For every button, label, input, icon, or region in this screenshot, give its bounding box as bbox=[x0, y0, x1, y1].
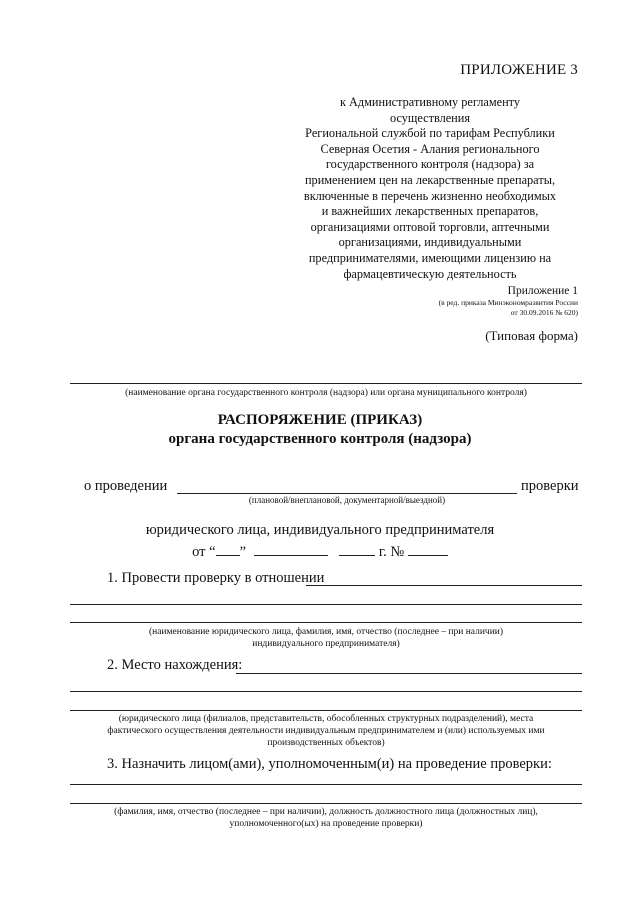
regulation-line: к Административному регламенту bbox=[339, 95, 521, 109]
year-field[interactable] bbox=[339, 541, 375, 556]
regulation-line: включенные в перечень жизненно необходимых bbox=[303, 188, 557, 203]
date-quote: ” bbox=[239, 544, 246, 560]
caption-line: фактического осуществления деятельности индивидуальным предпринимателем и (или) используемых ими bbox=[107, 726, 545, 736]
annex-note: от 30.09.2016 № 620) bbox=[510, 308, 578, 317]
item-1-field-line-3[interactable] bbox=[70, 622, 582, 623]
caption-line: производственных объектов) bbox=[267, 738, 385, 748]
item-2-field-line-2[interactable] bbox=[70, 691, 582, 692]
title-line-2: органа государственного контроля (надзора) bbox=[168, 431, 472, 447]
caption-line: (юридического лица (филиалов, представительств, обособленных структурных подразделений), места bbox=[118, 714, 534, 724]
regulation-line: предпринимателями, имеющими лицензию на bbox=[308, 250, 552, 265]
entity-line: юридического лица, индивидуального предпринимателя bbox=[145, 522, 495, 538]
item-3-label: 3. Назначить лицом(ами), уполномоченным(и) на проведение проверки: bbox=[107, 756, 552, 772]
day-field[interactable] bbox=[216, 541, 240, 556]
authority-name-line[interactable] bbox=[70, 383, 582, 384]
order-number-field[interactable] bbox=[408, 541, 448, 556]
item-2-field[interactable] bbox=[236, 673, 582, 674]
caption-line: (фамилия, имя, отчество (последнее – при наличии), должность должностного лица (должностных лиц), bbox=[114, 807, 538, 817]
conduct-suffix: проверки bbox=[521, 478, 579, 494]
item-1-caption bbox=[70, 626, 582, 650]
authority-caption: (наименование органа государственного контроля (надзора) или органа муниципального контроля) bbox=[125, 388, 527, 398]
regulation-line: применением цен на лекарственные препараты, bbox=[304, 172, 556, 187]
regulation-line: Северная Осетия - Алания регионального bbox=[320, 141, 540, 156]
annex-title: Приложение 1 bbox=[507, 285, 578, 297]
regulation-line: и важнейших лекарственных препаратов, bbox=[321, 204, 539, 219]
item-3-caption bbox=[70, 806, 582, 830]
model-form-label: (Типовая форма) bbox=[485, 328, 578, 343]
regulation-line: государственного контроля (надзора) за bbox=[325, 157, 535, 172]
date-number-line bbox=[0, 541, 640, 561]
item-3-field-line-1[interactable] bbox=[70, 784, 582, 785]
regulation-line: осуществления bbox=[389, 110, 471, 125]
item-2-field-line-3[interactable] bbox=[70, 710, 582, 711]
item-1-field-line-2[interactable] bbox=[70, 604, 582, 605]
regulation-line: фармацевтическую деятельность bbox=[343, 266, 517, 281]
regulation-line: организациями, индивидуальными bbox=[338, 235, 522, 250]
month-field[interactable] bbox=[254, 541, 328, 556]
caption-line: индивидуального предпринимателя) bbox=[252, 639, 400, 649]
annex-block bbox=[439, 284, 578, 318]
date-from-label: от “ bbox=[192, 544, 216, 560]
caption-line: (наименование юридического лица, фамилия, имя, отчество (последнее – при наличии) bbox=[148, 627, 504, 637]
item-1-field[interactable] bbox=[306, 585, 582, 586]
annex-note: (в ред. приказа Минэкономразвития России bbox=[438, 298, 578, 307]
regulation-line: организациями оптовой торговли, аптечными bbox=[310, 219, 550, 234]
item-2-caption bbox=[70, 713, 582, 749]
regulation-reference bbox=[300, 95, 560, 282]
regulation-line: Региональной службой по тарифам Республики bbox=[305, 126, 555, 141]
title-line-1: РАСПОРЯЖЕНИЕ (ПРИКАЗ) bbox=[217, 412, 423, 428]
item-2-label: 2. Место нахождения: bbox=[107, 657, 243, 673]
inspection-type-caption: (плановой/внеплановой, документарной/выездной) bbox=[248, 495, 446, 505]
caption-line: уполномоченного(ых) на проведение проверки) bbox=[229, 819, 423, 829]
appendix-title: ПРИЛОЖЕНИЕ 3 bbox=[460, 62, 578, 78]
document-title bbox=[0, 411, 640, 449]
year-number-label: г. № bbox=[378, 544, 405, 560]
item-3-field-line-2[interactable] bbox=[70, 803, 582, 804]
conduct-prefix: о проведении bbox=[84, 478, 168, 494]
item-1-label: 1. Провести проверку в отношении bbox=[107, 570, 325, 586]
